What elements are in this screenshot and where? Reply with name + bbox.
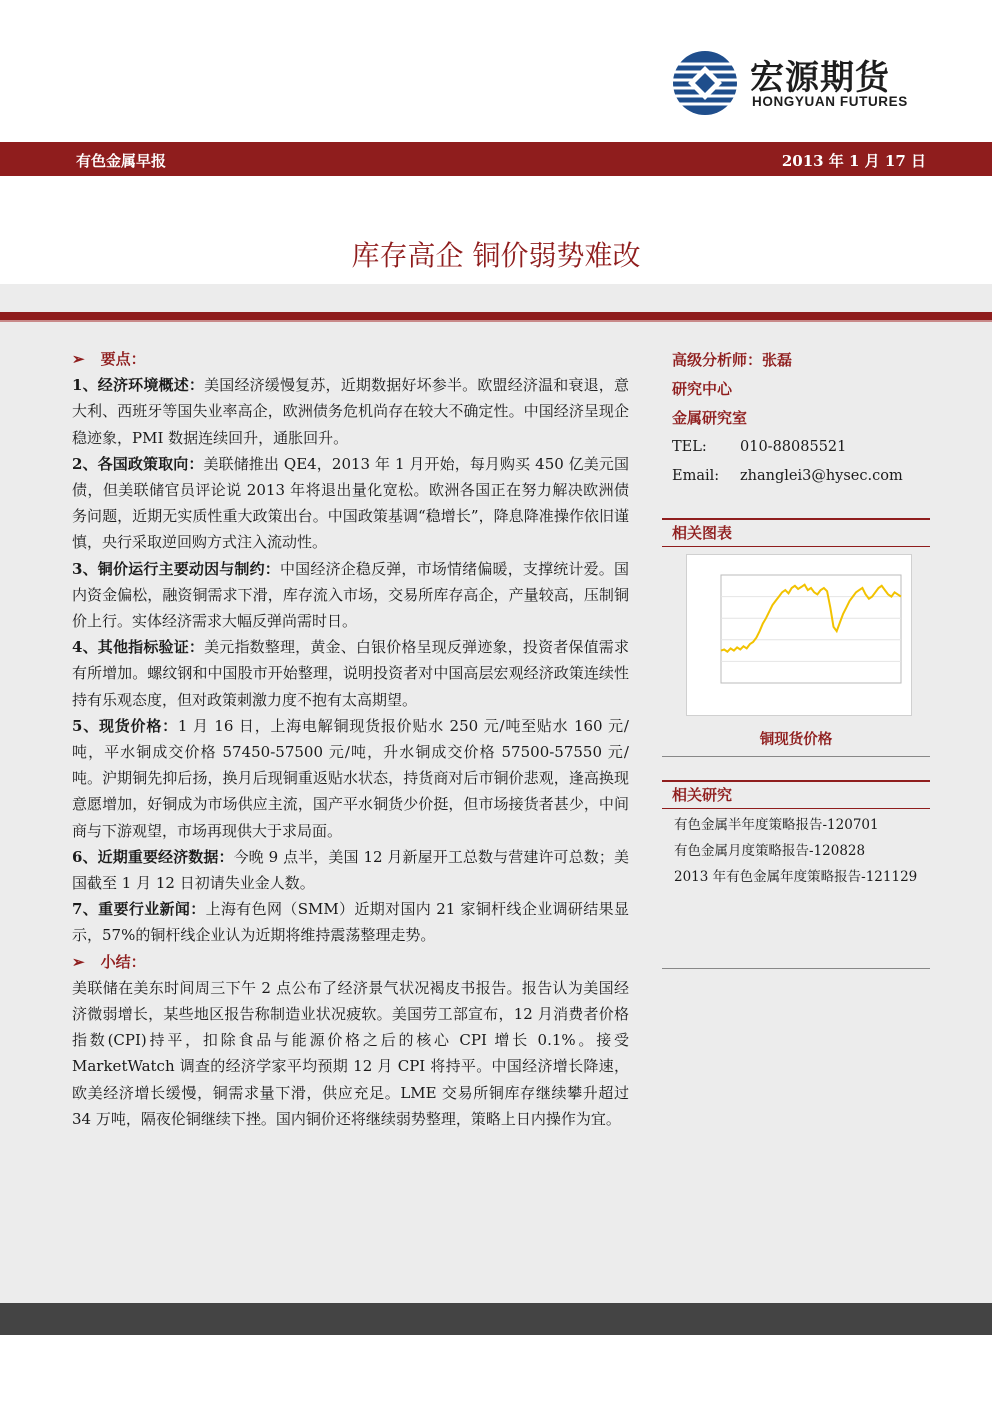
header-bar	[0, 142, 992, 176]
title-divider-shadow	[0, 320, 992, 322]
summary-heading: ➢ 小结：	[72, 952, 146, 971]
analyst-name: 高级分析师：张磊	[672, 351, 793, 369]
page-title: 库存高企 铜价弱势难改	[351, 239, 641, 272]
title-divider	[0, 312, 992, 320]
panel-header: 相关图表	[662, 518, 930, 547]
report-category: 有色金属早报	[76, 152, 167, 170]
related-charts-panel	[662, 518, 930, 757]
email-row: Email: zhanglei3@hysec.com	[672, 468, 903, 484]
chart-svg	[687, 555, 911, 715]
report-date: 2013 年 1 月 17 日	[781, 152, 926, 170]
dept-research-center: 研究中心	[672, 380, 733, 398]
chart-caption: 铜现货价格	[759, 731, 833, 748]
email-link[interactable]: zhanglei3@hysec.com	[740, 468, 903, 484]
logo-name-cn: 宏源期货	[750, 58, 890, 98]
summary-text: 美联储在美东时间周三下午 2 点公布了经济景气状况褐皮书报告。报告认为美国经济微弱增长，某些地区报告称制造业状况疲软。美国劳工部宣布，12 月消费者价格指数(CPI)持平，扣除食品与能源价格之后的核心 CPI 增长 0.1%。接受 MarketWatch 调查的经济学家平均预期 12 月 CPI 将持平。中国经济增长降速，欧美经济增长缓慢，铜需求量下滑，供应充足。LME 交易所铜库存继续攀升超过 34 万吨，隔夜伦铜继续下挫。国内铜价还将继续弱势整理，策略上日内操作为宜。	[72, 978, 629, 1128]
tel-value: 010-88085521	[740, 439, 847, 455]
point-item: 6、近期重要经济数据：今晚 9 点半，美国 12 月新屋开工总数与营建许可总数；美国截至 1 月 12 日初请失业金人数。	[72, 847, 629, 893]
arrow-bullet-icon: ➢	[72, 952, 85, 971]
plot-area	[721, 575, 901, 683]
analyst-info	[672, 346, 930, 491]
main-content	[72, 346, 629, 1132]
point-item: 7、重要行业新闻：上海有色网（SMM）近期对国内 21 家铜杆线企业调研结果显示，57%的铜杆线企业认为近期将维持震荡整理走势。	[72, 900, 629, 945]
research-list	[674, 812, 917, 890]
points-heading: ➢ 要点：	[72, 350, 146, 368]
company-logo	[672, 48, 922, 118]
research-link[interactable]: 有色金属半年度策略报告-120701	[674, 817, 879, 833]
point-item: 4、其他指标验证：美元指数整理，黄金、白银价格呈现反弹迹象，投资者保值需求有所增加。螺纹钢和中国股市开始整理，说明投资者对中国高层宏观经济政策连续性持有乐观态度，但对政策刺激力度不抱有太高期望。	[72, 638, 629, 709]
research-link[interactable]: 有色金属月度策略报告-120828	[674, 843, 866, 859]
point-item: 3、铜价运行主要动因与制约：中国经济企稳反弹，市场情绪偏暖，支撑统计爱。国内资金偏松，融资铜需求下滑，库存流入市场，交易所库存高企，产量较高，压制铜价上行。实体经济需求大幅反弹尚需时日。	[72, 559, 629, 631]
footer-bar	[0, 1303, 992, 1335]
point-item: 2、各国政策取向：美联储推出 QE4，2013 年 1 月开始，每月购买 450 亿美元国债，但美联储官员评论说 2013 年将退出量化宽松。欧洲各国正在努力解决欧洲债务问题，近期无实质性重大政策出台。中国政策基调“稳增长”，降息降准操作依旧谨慎，央行采取逆回购方式注入流动性。	[72, 454, 629, 552]
research-link[interactable]: 2013 年有色金属年度策略报告-121129	[674, 869, 918, 885]
dept-metals: 金属研究室	[672, 409, 748, 427]
panel-header: 相关研究	[662, 780, 930, 809]
logo-emblem-icon	[672, 50, 738, 116]
tel-row: TEL: 010-88085521	[672, 439, 847, 455]
logo-name-en: HONGYUAN FUTURES	[752, 94, 908, 109]
point-item: 5、现货价格：1 月 16 日，上海电解铜现货报价贴水 250 元/吨至贴水 160 元/吨，平水铜成交价格 57450-57500 元/吨，升水铜成交价格 57500-57550 元/吨。沪期铜先抑后扬，换月后现铜重返贴水状态，持货商对后市铜价悲观，逢高换现意愿增加，好铜成为市场供应主流，国产平水铜货少价挺，但市场接货者甚少，中间商与下游观望，市场再现供大于求局面。	[72, 716, 629, 840]
related-research-panel	[662, 780, 930, 969]
copper-price-chart	[686, 554, 912, 716]
point-item: 1、经济环境概述：美国经济缓慢复苏，近期数据好坏参半。欧盟经济温和衰退，意大利、西班牙等国失业率高企，欧洲债务危机尚存在较大不确定性。中国经济呈现企稳迹象，PMI 数据连续回升，通胀回升。	[72, 376, 629, 447]
arrow-bullet-icon: ➢	[72, 350, 85, 368]
